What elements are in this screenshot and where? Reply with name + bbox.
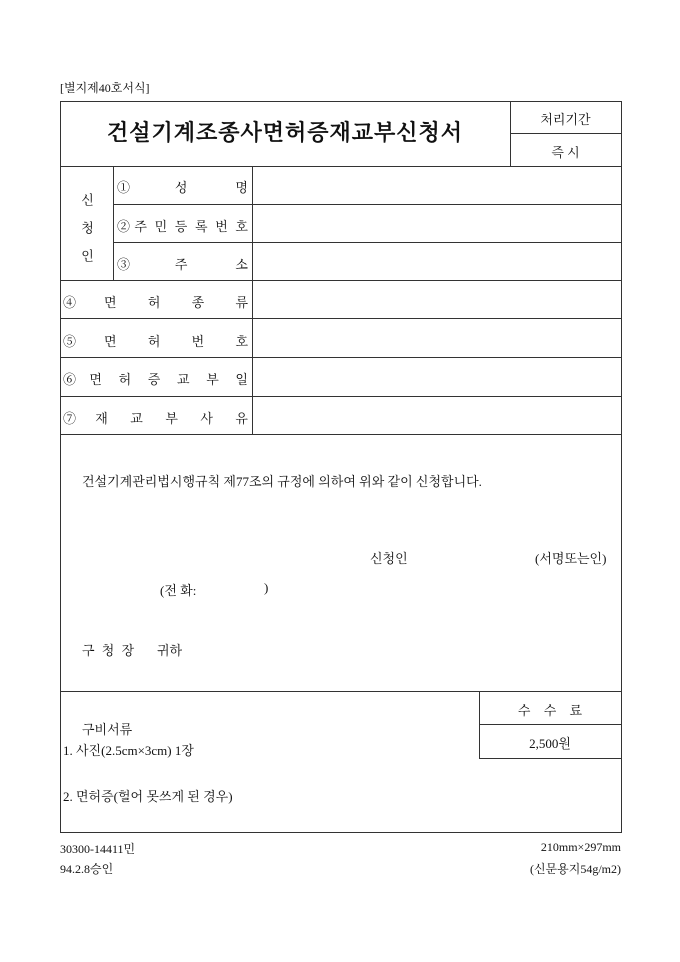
signature-label: (서명또는인): [535, 551, 607, 566]
footer-approval: 94.2.8승인: [60, 862, 114, 876]
fee-label: 수 수 료: [517, 703, 583, 718]
documents-heading: 구비서류: [82, 722, 133, 737]
fee-value: 2,500원: [529, 736, 571, 751]
recipient-suffix: 귀하: [157, 643, 183, 658]
name-input[interactable]: [253, 167, 621, 204]
document-item: 2. 면허증(헐어 못쓰게 된 경우): [63, 789, 233, 804]
issue-date-input[interactable]: [253, 358, 621, 396]
applicant-label: 신청인: [370, 551, 408, 566]
footer-paper: (신문용지54g/m2): [529, 862, 621, 876]
document-item: 1. 사진(2.5cm×3cm) 1장: [63, 743, 194, 758]
field-issue-date-label: ⑥면 허 증 교 부 일: [63, 372, 248, 387]
phone-close: ): [264, 580, 269, 595]
address-input[interactable]: [253, 243, 621, 280]
processing-value: 즉 시: [551, 145, 580, 160]
phone-label: (전 화:: [160, 583, 197, 598]
field-license-type-label: ④면 허 종 류: [63, 295, 248, 310]
resident-number-input[interactable]: [253, 205, 621, 242]
form-title: 건설기계조종사면허증재교부신청서: [106, 120, 464, 145]
field-resident-number-label: ②주 민 등 록 번 호: [117, 219, 248, 234]
footer-size: 210mm×297mm: [540, 840, 621, 854]
field-license-number-label: ⑤면 허 번 호: [63, 334, 248, 349]
license-number-input[interactable]: [253, 319, 621, 357]
applicant-group-label: 신 청 인: [79, 192, 94, 262]
recipient: 구 청 장: [82, 643, 135, 658]
field-name-label: ①성 명: [117, 180, 248, 195]
field-reissue-reason-label: ⑦재 교 부 사 유: [63, 411, 248, 426]
footer-code: 30300-14411민: [60, 842, 136, 856]
form-number: [별지제40호서식]: [60, 81, 150, 95]
field-address-label: ③주 소: [117, 257, 248, 272]
processing-label: 처리기간: [540, 112, 591, 127]
statement-text: 건설기계관리법시행규칙 제77조의 규정에 의하여 위와 같이 신청합니다.: [82, 474, 482, 489]
reissue-reason-input[interactable]: [253, 397, 621, 434]
license-type-input[interactable]: [253, 281, 621, 318]
